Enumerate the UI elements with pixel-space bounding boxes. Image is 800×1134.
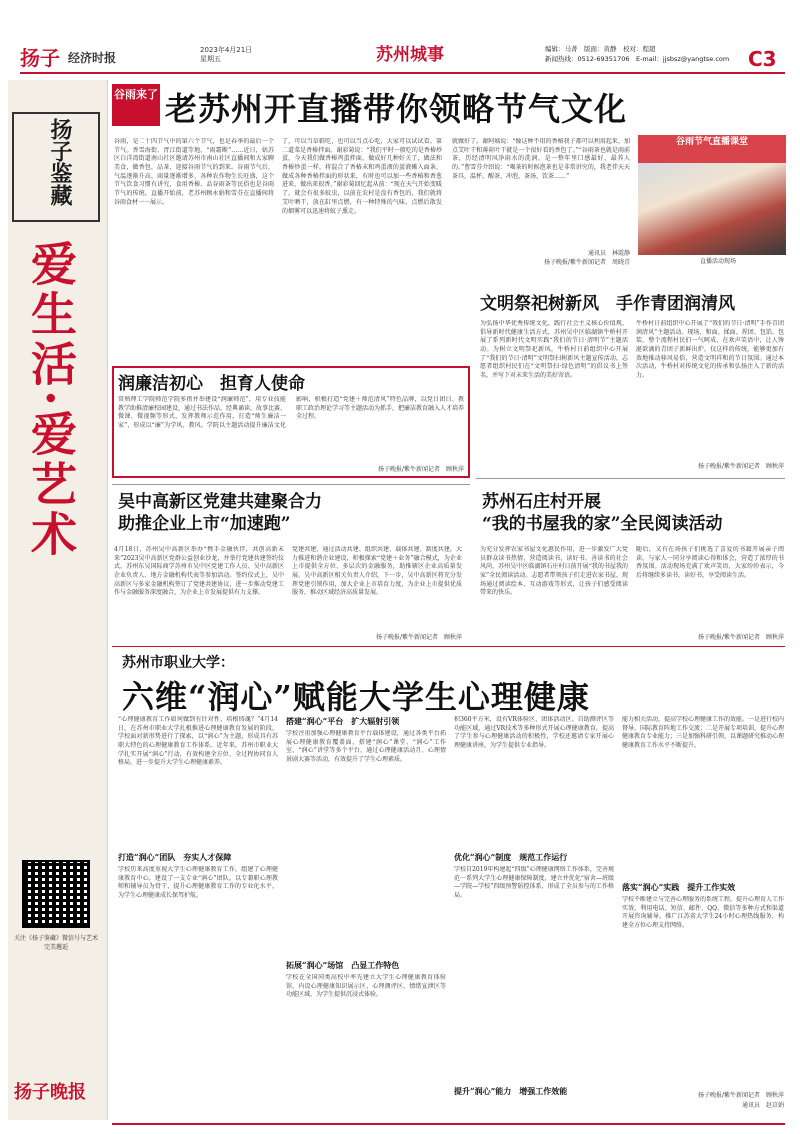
hotline-text: 新闻热线：0512-69351706 E-mail：jjsbsz@yangtse.com [545,54,730,63]
article-d-title-line-1: 苏州石庄村开展 [482,492,601,512]
editors-text: 编辑：马菁 版面：黄静 校对：程超 [545,45,656,53]
feature-column-3b: 学校自2019年构建起“四级”心理健康网络工作体系，完善规范一系列大学生心理健康保障制度，建立并优化“宿舍—班级—学院—学校”四级预警防控体系，形成了全员参与的工作格局。 [454,866,614,900]
editors-info [545,45,735,65]
feature-section-1-head: 打造“润心”团队 夯实人才保障 [118,852,232,862]
article-b-byline: 扬子晚报/紫牛新闻记者 顾秋萍 [375,634,462,641]
divider [112,484,470,485]
feature-section-3-head: 拓展“润心”场馆 凸显工作特色 [286,960,400,970]
feature-section-5-head: 提升“润心”能力 增强工作效能 [454,1086,568,1096]
date-text: 2023年4月21日 [200,46,253,54]
feature-byline-2: 通讯员 赵京娟 [741,1102,784,1109]
feature-byline-1: 扬子晚报/紫牛新闻记者 顾秋萍 [697,1092,784,1099]
article-d-title-line-2: “我的书屋我的家”全民阅读活动 [482,514,723,534]
sidebar-slogan: 爱生活·爱艺术 [24,240,78,561]
article-c-column-1: 为弘扬中华优秀传统文化，践行社会主义核心价值观，倡导新时代健康生活方式，苏州吴中区临湖镇牛桥村开展了系列新时代文明实践“我们的节日·清明节”主题活动。为树立文明祭祀新风，牛桥村日前组织中心开展了“我们的节日·清明”文明祭扫树新风主题宣传活动，志愿者组织村民们在“文明祭扫·绿色清明”的倡议书上签名，并写下对未来生活的美好寄语。 [480,320,628,380]
newspaper-logo: 扬子 [20,46,60,70]
photo-caption: 直播活动现场 [700,258,737,265]
weekday-text: 星期五 [200,55,221,64]
feature-column-2b: 学校在全国同类高校中率先建立大学生心理健康教育体验馆，内设心理健康知识展示区、心理测评区、情绪宣泄区等功能区域，为学生提供沉浸式体验。 [286,974,446,999]
feature-column-3: 积360平方米，设有VR体验区、团体活动区、自助测评区等功能区域，通过VR技术等多种形式开展心理健康教育，提高了学生参与心理健康活动的积极性，学校还邀请专家开展心理健康讲座，为学生提供专业指导。 [454,716,614,750]
lead-column-1: 谷雨，是二十四节气中的第六个节气，也是春季的最后一个节气。香雪海街、胥江街道等地，“雨霜断”……近日，姑苏区白洋湾街道南山社区邀请苏州市南山社区直播间和大家聊美食，做香包，品茶，迎接谷雨节气的到来。谷雨节气后，气温逐渐升高，雨量逐渐增多，各种农作物生长旺盛，这个节气饮食习惯有讲究，食用香椿、品谷雨茶等民俗也是谷雨节气的传统。直播开始前，老苏州顾永娟和雪芬在直播间将谷雨食材一一展示。 [114,138,274,206]
feature-section-4-head: 优化“润心”制度 规范工作运行 [454,852,568,862]
qr-caption: 关注《扬子鉴藏》微信号与艺术完美邂逅 [13,935,98,951]
feature-section-6-head: 落实“润心”实践 提升工作实效 [622,882,736,892]
sidebar-brand: 扬子鉴藏 [47,118,73,206]
feature-column-2: 学校注重加强心理健康教育平台载体建设，通过各类平台拓展心理健康教育覆盖面，搭建“润心”课堂、“润心”工作室、“润心”讲堂等多个平台，通过心理健康活动月、心理情景剧大赛等活动，有效提升了学生心理素质。 [286,730,446,764]
lead-title: 老苏州开直播带你领略节气文化 [165,90,628,128]
article-d-byline: 扬子晚报/紫牛新闻记者 顾秋萍 [697,634,784,641]
feature-column-4b: 学校不断建立与完善心理服务的系统工程，提升心理育人工作实效，利用电话、短信、邮件、QQ、微信等多种方式和渠道开展咨询辅导，推广江苏省大学生24小时心理热线服务，构建全方位心理支持网络。 [622,896,784,930]
sidebar-ad [8,80,108,1120]
article-c-column-2: 牛桥村日前组织中心开展了“我们的节日·清明”手作青团润清风”主题活动。现场，和面、揉面、捏团、包馅、包装，整个流程村民们一气呵成，在欢声笑语中，让人馋涎欲滴的青团子新鲜出炉。仅这样的传统，能够更加有效地推动移风易俗，营造文明祥和的节日氛围。通过本次活动，牛桥村对传统文化的传承和弘扬注入了新的活力。 [636,320,784,380]
article-b-title-line-1: 吴中高新区党建共建聚合力 [118,492,322,512]
lead-byline-2: 扬子晚报/紫牛新闻记者 周晓青 [543,259,630,266]
article-c-title: 文明祭祀树新风 手作青团润清风 [480,294,735,314]
article-b-column-1: 4月18日，苏州吴中高新区举办“携手金融伙伴，共创高新未来”2023吴中高新区党群公益创业沙龙，并举行党建共建签约仪式。苏州东吴国际商学苏州市吴中区党建工作人员、吴中高新区企业负责人、地方金融机构代表等参加活动。签约仪式上，吴中高新区与多家金融机构签订了党建共建协议，进一步推动党建工作与金融服务深度融合，为企业上市发展提供有力支撑。 [114,546,284,597]
footer-rule [112,1123,785,1125]
article-b-column-2: 党建共建，通过活动共建、组织共建、载体共建、制度共建，大力推进和谐企业建设，积极探索“党建＋业务”融合模式，为企业上市提供全方位、多层次的金融服务，助推辖区企业高质量发展。吴中高新区相关负责人介绍，下一步，吴中高新区将充分发挥党建引领作用，加大企业上市培育力度，为企业上市提供优质服务，推动区域经济高质量发展。 [292,546,462,597]
photo-banner: 谷雨节气直播课堂 [638,135,786,163]
footer-logo: 扬子晚报 [14,1082,86,1103]
article-d-column-2: 随后，又有在场孩子们挑选了喜爱的书籍开展亲子阅读，与家人一同分享阅读心得和体会，营造了浓厚的书香氛围。活动现场充满了欢声笑语，大家纷纷表示，今后将继续多读书、读好书，享受阅读生活。 [636,546,784,580]
divider [112,646,785,647]
section-title: 苏州城事 [376,45,444,65]
article-a-title: 润廉洁初心 担育人使命 [118,374,305,394]
article-d-column-1: 为充分发挥农家书屋文化惠民作用，进一步激发广大党员群众读书热情，营造阅读书、读好书、善读书的社会风尚，苏州吴中区临湖镇石庄村日前开展“我的书屋我的家”全民阅读活动。志愿者带领孩子们走进农家书屋，现场通过阅读绘本、互动游戏等形式，让孩子们感受阅读带来的快乐。 [480,546,628,597]
article-b-title-line-2: 助推企业上市“加速跑” [118,514,291,534]
header-rule [20,72,785,74]
feature-section-2-head: 搭建“润心”平台 扩大辐射引领 [286,716,400,726]
feature-column-4: 能力相关活动，提高学校心理健康工作的效能。一是进行校内督导，国际教育阵地工作交流；二是开展专项培训，提升心理健康教育专业能力；三是加强科研引领，以课题研究推动心理健康教育工作水平不断提升。 [622,716,784,750]
issue-date [200,46,252,64]
article-a-byline: 扬子晚报/紫牛新闻记者 顾秋萍 [377,466,464,473]
feature-kicker: 苏州市职业大学： [122,655,234,671]
lead-kicker: 谷雨来了 [112,84,160,126]
feature-column-1b: 学校历来高度重视大学生心理健康教育工作，组建了心理健康教育中心，建设了一支专业“润心”团队，以专兼职心理教师和辅导员为骨干，提升心理健康教育工作的专业化水平，为学生心理健康成长保驾护航。 [118,866,278,900]
paper-name: 经济时报 [68,51,117,65]
article-c-byline: 扬子晚报/紫牛新闻记者 顾秋萍 [697,463,784,470]
article-a-body: 常熟理工学院师范学院多措并举建设“润廉师范”，用专业技能教学助推清廉校园建设，通过书法作品、经典诵读、故事比赛、微课、微视频等形式，发挥教师示范作用，打造“师生廉洁一家”，形成以“廉”为学风、教风。学院以主题活动提升廉洁文化影响，积极打造“党建＋师范清风”特色品牌，以党日团日、教职工政治理论学习等主题活动为抓手，把廉洁教育融入人才培养全过程。 [118,396,464,430]
page-number: C3 [748,47,777,71]
lead-column-2: 了，可以当草鞋吃，也可以当点心吃，大家可以试试看。第二道菜是香椿拌面。谢彩菊说：“我们平时一般吃的是香椿炒蛋，今天我们做香椿鸡蛋拌面，做成好几种好关了，做法和香椿炒蛋一样，将混合了香椿末和鸡蛋液的蛋液摊入面条，做成各种香椿拌面的形状来，有时也可以加一些香椿和香葱进来，做出来很香。”谢彩菊回忆起从前：“现在天气开始变暖了，就会有很多蚊虫，以前在农村是没有香包的，我们就将艾叶晒干，放在缸里点燃，有一种特殊的气味，点燃后散发的烟雾可以迅速将蚊子熏走。 [282,138,442,215]
lead-byline-1: 通讯员 林霞静 [587,250,630,257]
lead-column-3: 就做好了。谢阿姨说：“像这种不用的香椿我子都可以利用起来，加点艾叶干和薄荷叶干就是一个很好看的香包了。”“谷雨茶也就是雨前茶，历经清明风净雨水的洗润，是一整年里口感最好，最养人的。”曹雪芬介绍说：“喝茶的时候泡茶也是非常讲究的，我老伴天天茶具，温杯、醒茶、冲泡，茶汤，饮茶……” [452,138,630,180]
qr-code-icon[interactable] [22,860,90,928]
feature-column-1: “心理健康教育工作如何做到有针对性、培根铸魂？”4月14日，在苏州市职业大学扎根推进心理健康教育发展的阶段，学校面对新形势进行了探索，以“润心”为主题，形成具有苏职大特色的心理健康教育工作体系。近年来，苏州市职业大学扎实开展“润心”行动，有效构建全方位、全过程协同育人格局，进一步提升大学生心理健康素养。 [118,716,278,767]
divider [476,478,785,479]
feature-title: 六维“润心”赋能大学生心理健康 [122,678,590,716]
